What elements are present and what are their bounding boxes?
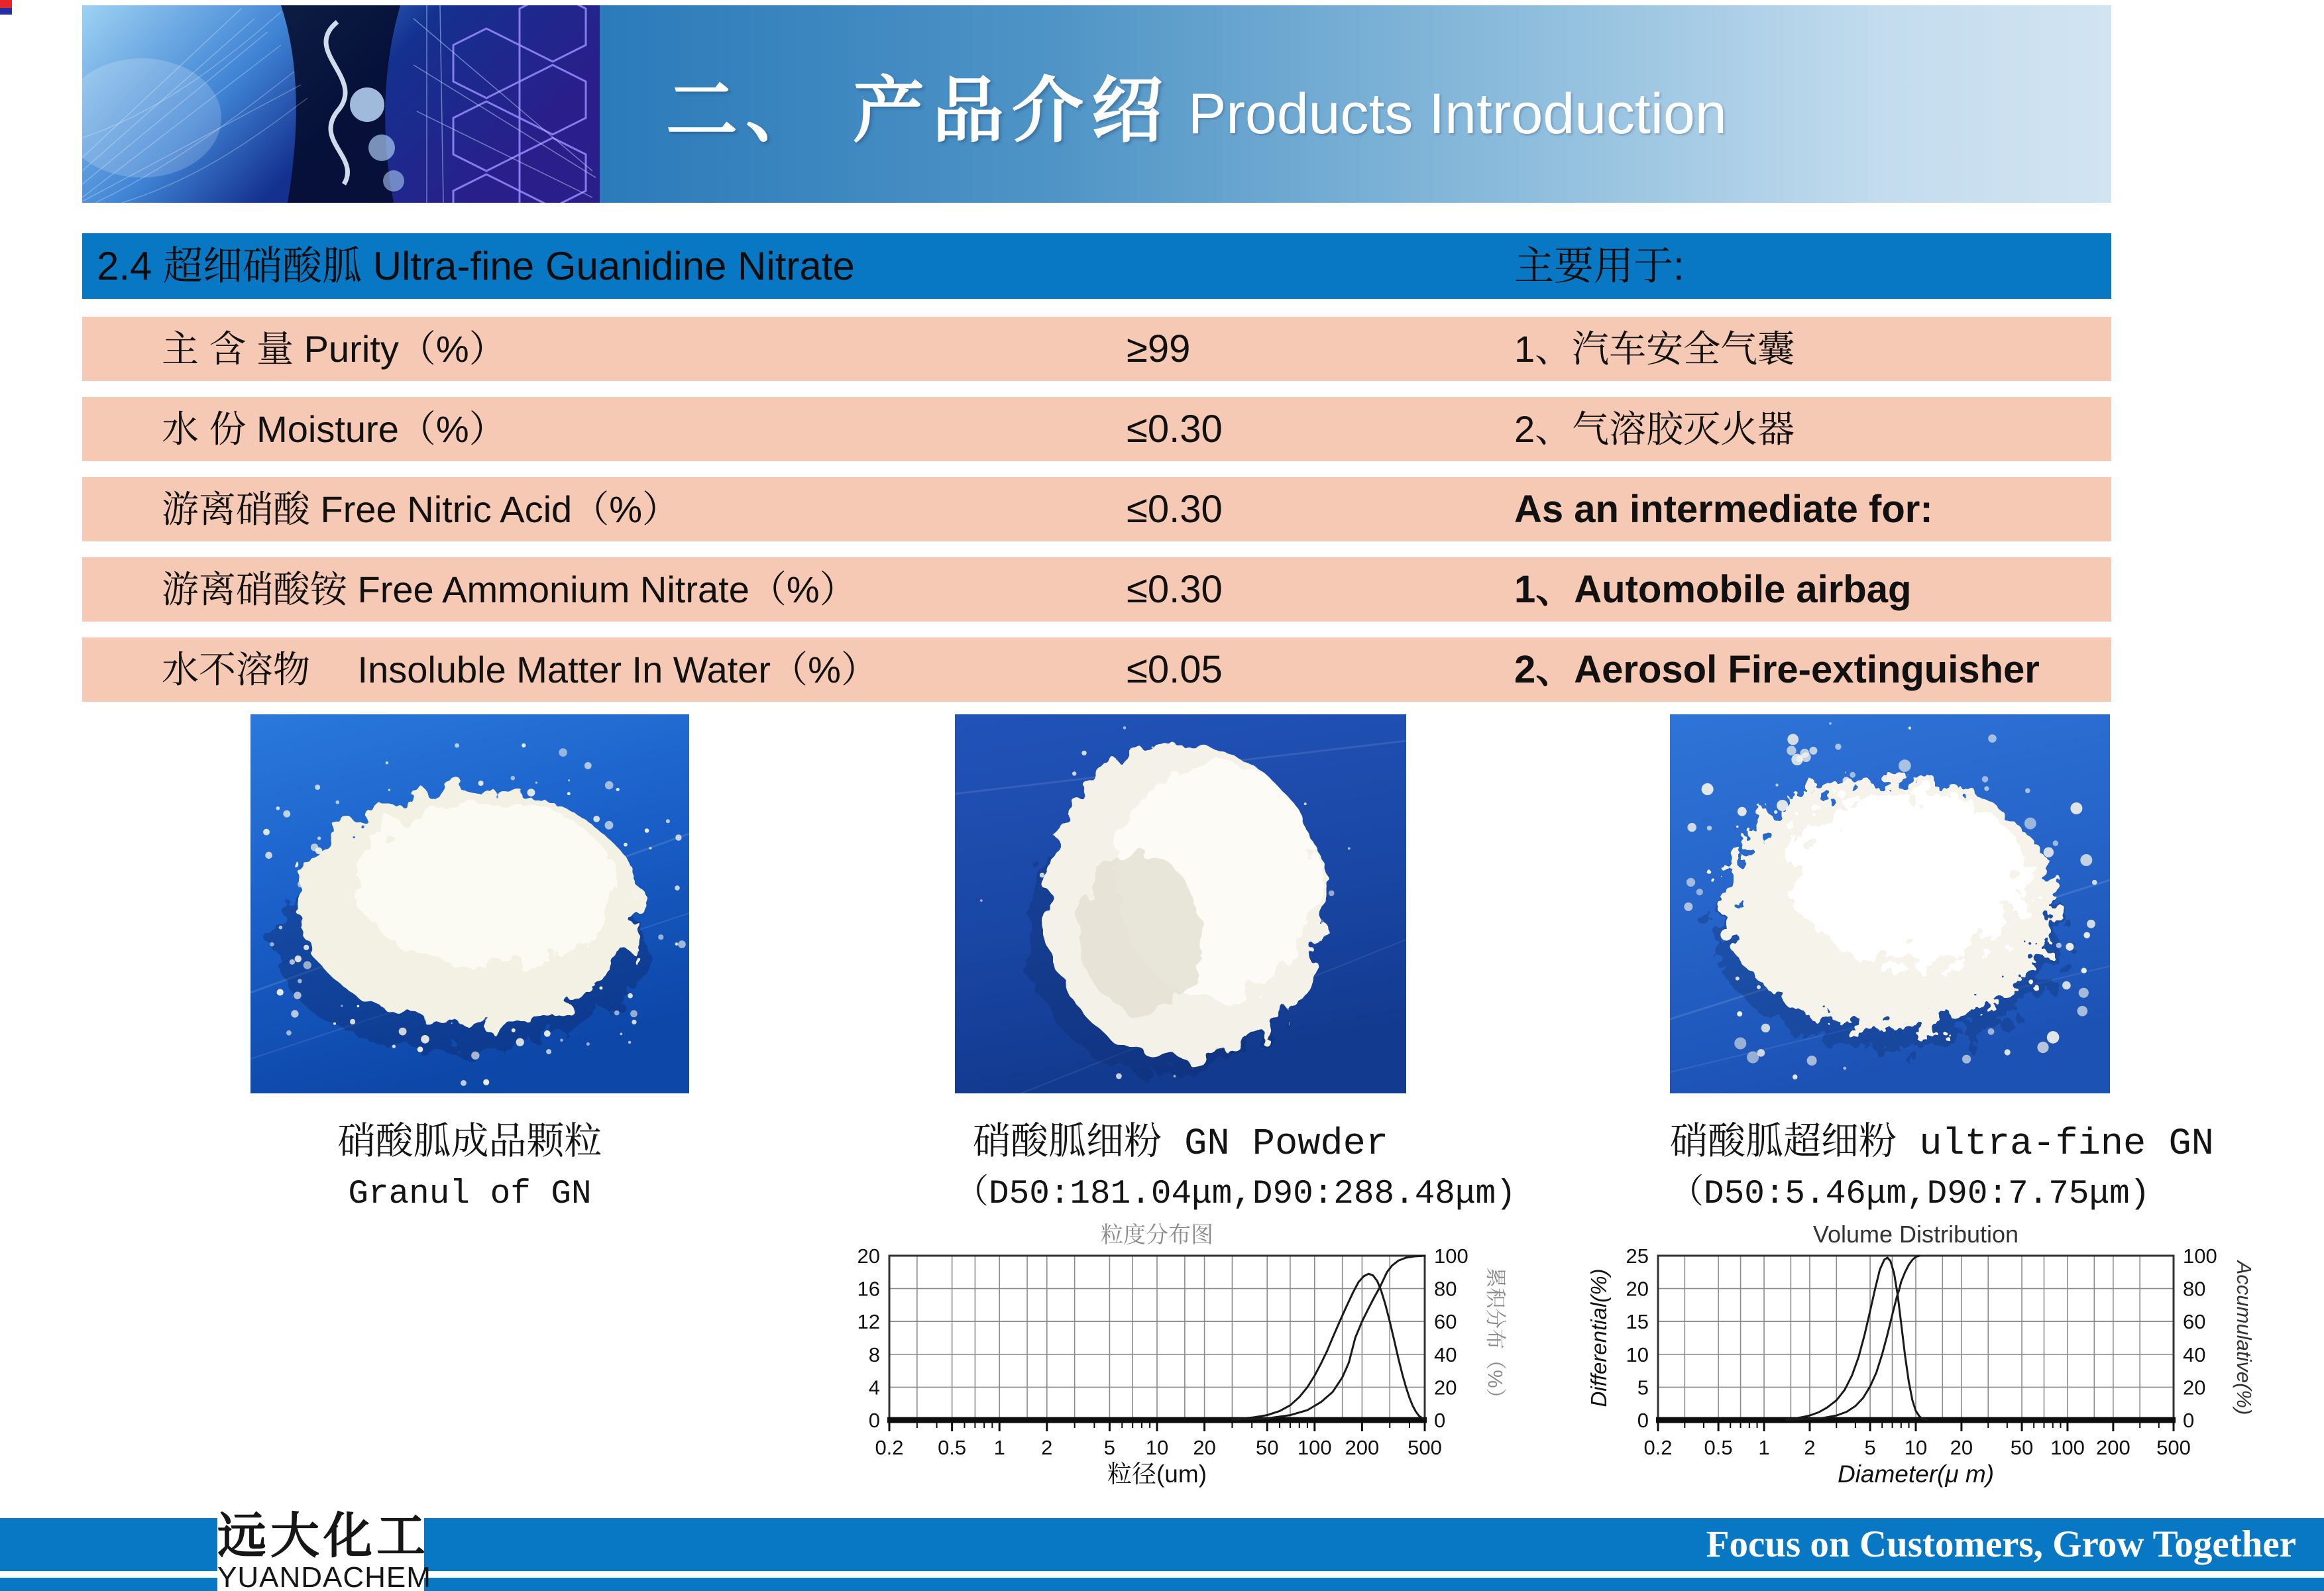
svg-text:4: 4 — [868, 1376, 880, 1399]
chart-volume-distribution-ultrafine-gn — [1584, 1221, 2256, 1488]
svg-text:粒径(um): 粒径(um) — [1107, 1460, 1207, 1488]
caption-line-zh: 硝酸胍细粉 GN Powder — [972, 1123, 1389, 1166]
spec-row-insoluble-matter — [82, 637, 2111, 702]
caption-line-zh: 硝酸胍成品颗粒 — [337, 1123, 602, 1166]
svg-text:80: 80 — [1434, 1277, 1457, 1301]
svg-text:50: 50 — [2010, 1436, 2034, 1459]
page-title-en: Products Introduction — [1188, 82, 1727, 146]
svg-text:0: 0 — [1434, 1409, 1446, 1432]
spec-row-purity — [82, 317, 2111, 381]
svg-text:40: 40 — [2183, 1343, 2206, 1366]
caption-line-en: （D50:5.46μm,D90:7.75μm) — [1670, 1176, 2150, 1213]
molecule-art-icon — [82, 5, 600, 203]
spec-label: 主 含 量 Purity（%） — [162, 328, 506, 370]
application-item: 1、Automobile airbag — [1514, 568, 1912, 611]
corner-artifact-red — [0, 0, 12, 8]
section-title: 2.4 超细硝酸胍 Ultra-fine Guanidine Nitrate — [97, 244, 855, 288]
svg-text:累积分布（%）: 累积分布（%） — [1484, 1267, 1507, 1409]
svg-text:16: 16 — [857, 1277, 880, 1301]
svg-text:0: 0 — [1637, 1409, 1649, 1432]
svg-text:500: 500 — [2156, 1436, 2191, 1459]
svg-text:40: 40 — [1434, 1343, 1457, 1366]
svg-text:80: 80 — [2183, 1277, 2206, 1301]
svg-text:15: 15 — [1626, 1310, 1649, 1334]
company-logo-en: YUANDACHEM — [217, 1561, 431, 1591]
svg-text:2: 2 — [1041, 1436, 1053, 1459]
svg-text:20: 20 — [1950, 1436, 1973, 1459]
svg-text:Volume Distribution: Volume Distribution — [1812, 1221, 2019, 1248]
caption-line-en: Granul of GN — [348, 1176, 592, 1213]
svg-text:粒度分布图: 粒度分布图 — [1101, 1223, 1213, 1248]
svg-text:1: 1 — [1758, 1436, 1770, 1459]
svg-text:2: 2 — [1804, 1436, 1816, 1459]
application-item: 2、Aerosol Fire-extinguisher — [1514, 648, 2040, 691]
caption-gn-granules — [250, 1119, 689, 1219]
svg-text:100: 100 — [1434, 1244, 1468, 1268]
svg-text:100: 100 — [2050, 1436, 2085, 1459]
header-decorative-image — [82, 5, 600, 203]
section-header-bar — [82, 233, 2111, 299]
svg-text:20: 20 — [2183, 1376, 2206, 1399]
svg-text:20: 20 — [857, 1244, 880, 1268]
spec-label: 游离硝酸 Free Nitric Acid（%） — [162, 488, 679, 530]
svg-text:50: 50 — [1255, 1436, 1279, 1459]
svg-text:Diameter(μ m): Diameter(μ m) — [1837, 1460, 1995, 1488]
svg-text:0: 0 — [868, 1409, 880, 1432]
svg-text:Differential(%): Differential(%) — [1586, 1268, 1611, 1407]
corner-artifact-navy — [0, 8, 12, 15]
svg-text:100: 100 — [2183, 1244, 2217, 1268]
svg-text:5: 5 — [1637, 1376, 1649, 1399]
spec-row-free-ammonium-nitrate — [82, 557, 2111, 622]
page-title-zh: 二、 产品介绍 — [666, 70, 1172, 150]
spec-row-free-nitric-acid — [82, 477, 2111, 541]
svg-text:10: 10 — [1145, 1436, 1169, 1459]
spec-value: ≤0.30 — [1127, 568, 1223, 611]
spec-value: ≤0.05 — [1127, 648, 1223, 691]
chart-particle-size-distribution-gn-powder — [848, 1223, 1507, 1488]
svg-text:20: 20 — [1193, 1436, 1216, 1459]
spec-row-moisture — [82, 397, 2111, 461]
svg-text:60: 60 — [2183, 1310, 2206, 1334]
company-logo-zh: 远大化工 — [217, 1508, 429, 1563]
photo-ultrafine-gn — [1670, 714, 2110, 1093]
applications-header: 主要用于: — [1514, 244, 1685, 288]
svg-text:Accumulative(%): Accumulative(%) — [2233, 1260, 2256, 1415]
application-item: As an intermediate for: — [1514, 488, 1933, 531]
caption-line-zh: 硝酸胍超细粉 ultra-fine GN — [1670, 1123, 2214, 1166]
spec-label: 水不溶物 Insoluble Matter In Water（%） — [162, 649, 878, 690]
footer-slogan: Focus on Customers, Grow Together — [1706, 1523, 2296, 1565]
spec-value: ≤0.30 — [1127, 488, 1223, 531]
caption-gn-powder — [955, 1119, 1516, 1219]
svg-text:200: 200 — [2096, 1436, 2130, 1459]
svg-text:1: 1 — [993, 1436, 1005, 1459]
spec-label: 水 份 Moisture（%） — [162, 408, 506, 450]
svg-text:12: 12 — [857, 1310, 880, 1334]
caption-line-en: （D50:181.04μm,D90:288.48μm) — [955, 1176, 1516, 1213]
svg-text:25: 25 — [1626, 1244, 1649, 1268]
application-item: 1、汽车安全气囊 — [1514, 328, 1795, 370]
spec-label: 游离硝酸铵 Free Ammonium Nitrate（%） — [162, 569, 857, 610]
svg-text:8: 8 — [868, 1343, 880, 1366]
svg-text:0.2: 0.2 — [1643, 1436, 1673, 1459]
application-item: 2、气溶胶灭火器 — [1514, 408, 1795, 450]
svg-text:5: 5 — [1103, 1436, 1116, 1459]
spec-value: ≥99 — [1127, 327, 1191, 370]
photo-gn-granules — [250, 714, 689, 1093]
svg-text:10: 10 — [1904, 1436, 1928, 1459]
svg-text:200: 200 — [1345, 1436, 1380, 1459]
svg-text:100: 100 — [1297, 1436, 1332, 1459]
page-title — [600, 5, 2111, 203]
svg-text:5: 5 — [1864, 1436, 1876, 1459]
spec-value: ≤0.30 — [1127, 408, 1223, 451]
svg-text:20: 20 — [1626, 1277, 1649, 1301]
svg-text:0.5: 0.5 — [1704, 1436, 1733, 1459]
svg-text:500: 500 — [1408, 1436, 1442, 1459]
svg-text:10: 10 — [1626, 1343, 1649, 1366]
svg-text:20: 20 — [1434, 1376, 1457, 1399]
company-logo — [217, 1507, 431, 1591]
svg-text:0: 0 — [2183, 1409, 2195, 1432]
svg-text:60: 60 — [1434, 1310, 1457, 1334]
svg-text:0.2: 0.2 — [875, 1436, 904, 1459]
svg-text:0.5: 0.5 — [938, 1436, 967, 1459]
photo-gn-powder — [955, 714, 1406, 1093]
caption-ultrafine-gn — [1670, 1119, 2214, 1219]
